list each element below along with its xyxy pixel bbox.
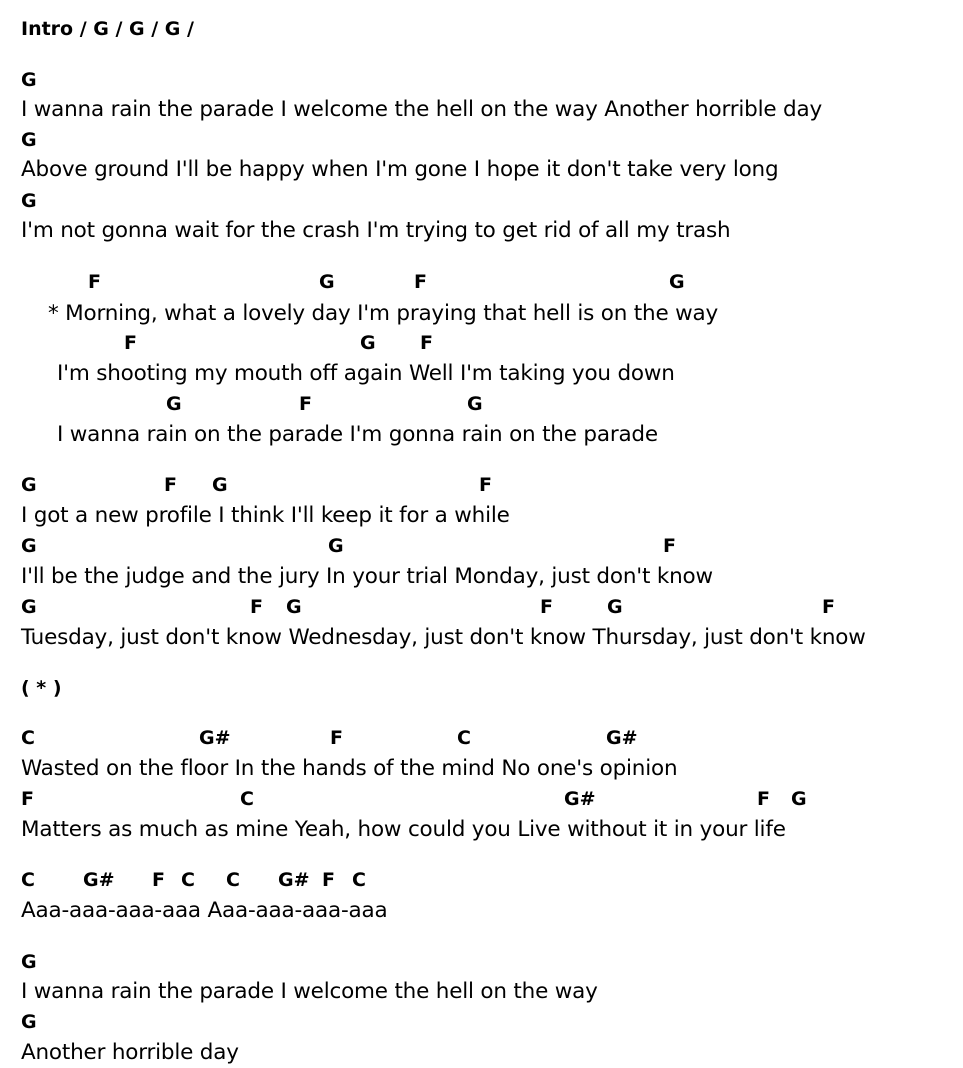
chord: G# [564,788,596,810]
chord: F [21,788,34,810]
chord: G# [278,869,310,891]
lyric-line: I'm not gonna wait for the crash I'm trying to get rid of all my trash [21,218,731,243]
lyric-line: I wanna rain on the parade I'm gonna rain on the parade [57,422,658,447]
chord: G# [83,869,115,891]
lyric-line: I wanna rain the parade I welcome the hell on the way [21,979,598,1004]
chord: C [21,727,35,749]
chord: F [330,727,343,749]
chord: G [166,393,182,415]
chord-line [0,334,963,356]
chord-line: G [21,69,37,91]
chord-line [0,273,963,295]
chord: G [328,535,344,557]
chord-line: G [21,190,37,212]
chord: G [360,332,376,354]
chord: G# [606,727,638,749]
chord: C [352,869,366,891]
lyric-line: * Morning, what a lovely day I'm praying that hell is on the way [48,301,718,326]
chord: C [21,869,35,891]
chord-line [0,871,963,893]
chord: F [250,596,263,618]
chord: G [21,596,37,618]
chord: G [467,393,483,415]
lyric-line: Another horrible day [21,1040,239,1065]
chorus-reference: ( * ) [21,677,62,699]
chord: G# [199,727,231,749]
chord: C [181,869,195,891]
lyric-line: Aaa-aaa-aaa-aaa Aaa-aaa-aaa-aaa [21,898,388,923]
chord: F [88,271,101,293]
chord: F [420,332,433,354]
chord: G [21,535,37,557]
chord: F [540,596,553,618]
chord-line [0,537,963,559]
intro-line: Intro / G / G / G / [21,18,194,40]
chord-line: G [21,951,37,973]
chord-line [0,729,963,751]
lyric-line: I'll be the judge and the jury In your trial Monday, just don't know [21,564,713,589]
chord: F [164,474,177,496]
lyric-line: Wasted on the floor In the hands of the mind No one's opinion [21,756,678,781]
lyric-line: Tuesday, just don't know Wednesday, just don't know Thursday, just don't know [21,625,866,650]
chord: G [286,596,302,618]
chord-line [0,395,963,417]
lyric-line: I got a new profile I think I'll keep it for a while [21,503,510,528]
chord: G [791,788,807,810]
chord-line [0,790,963,812]
chord-line [0,598,963,620]
chord: F [822,596,835,618]
chord: G [21,474,37,496]
chord: F [322,869,335,891]
chord: G [319,271,335,293]
chord: C [457,727,471,749]
chord: F [152,869,165,891]
lyric-line: Matters as much as mine Yeah, how could you Live without it in your life [21,817,786,842]
lyric-line: I'm shooting my mouth off again Well I'm taking you down [57,361,675,386]
chord: C [240,788,254,810]
lyric-line: Above ground I'll be happy when I'm gone I hope it don't take very long [21,157,779,182]
chord: F [479,474,492,496]
chord: F [299,393,312,415]
chord-line [0,476,963,498]
chord-line: G [21,1011,37,1033]
chord: F [124,332,137,354]
chord: G [212,474,228,496]
chord: F [757,788,770,810]
chord-line: G [21,129,37,151]
chord: G [607,596,623,618]
lyric-line: I wanna rain the parade I welcome the hell on the way Another horrible day [21,97,822,122]
chord: G [669,271,685,293]
chord: F [414,271,427,293]
chord: C [226,869,240,891]
chord: F [663,535,676,557]
